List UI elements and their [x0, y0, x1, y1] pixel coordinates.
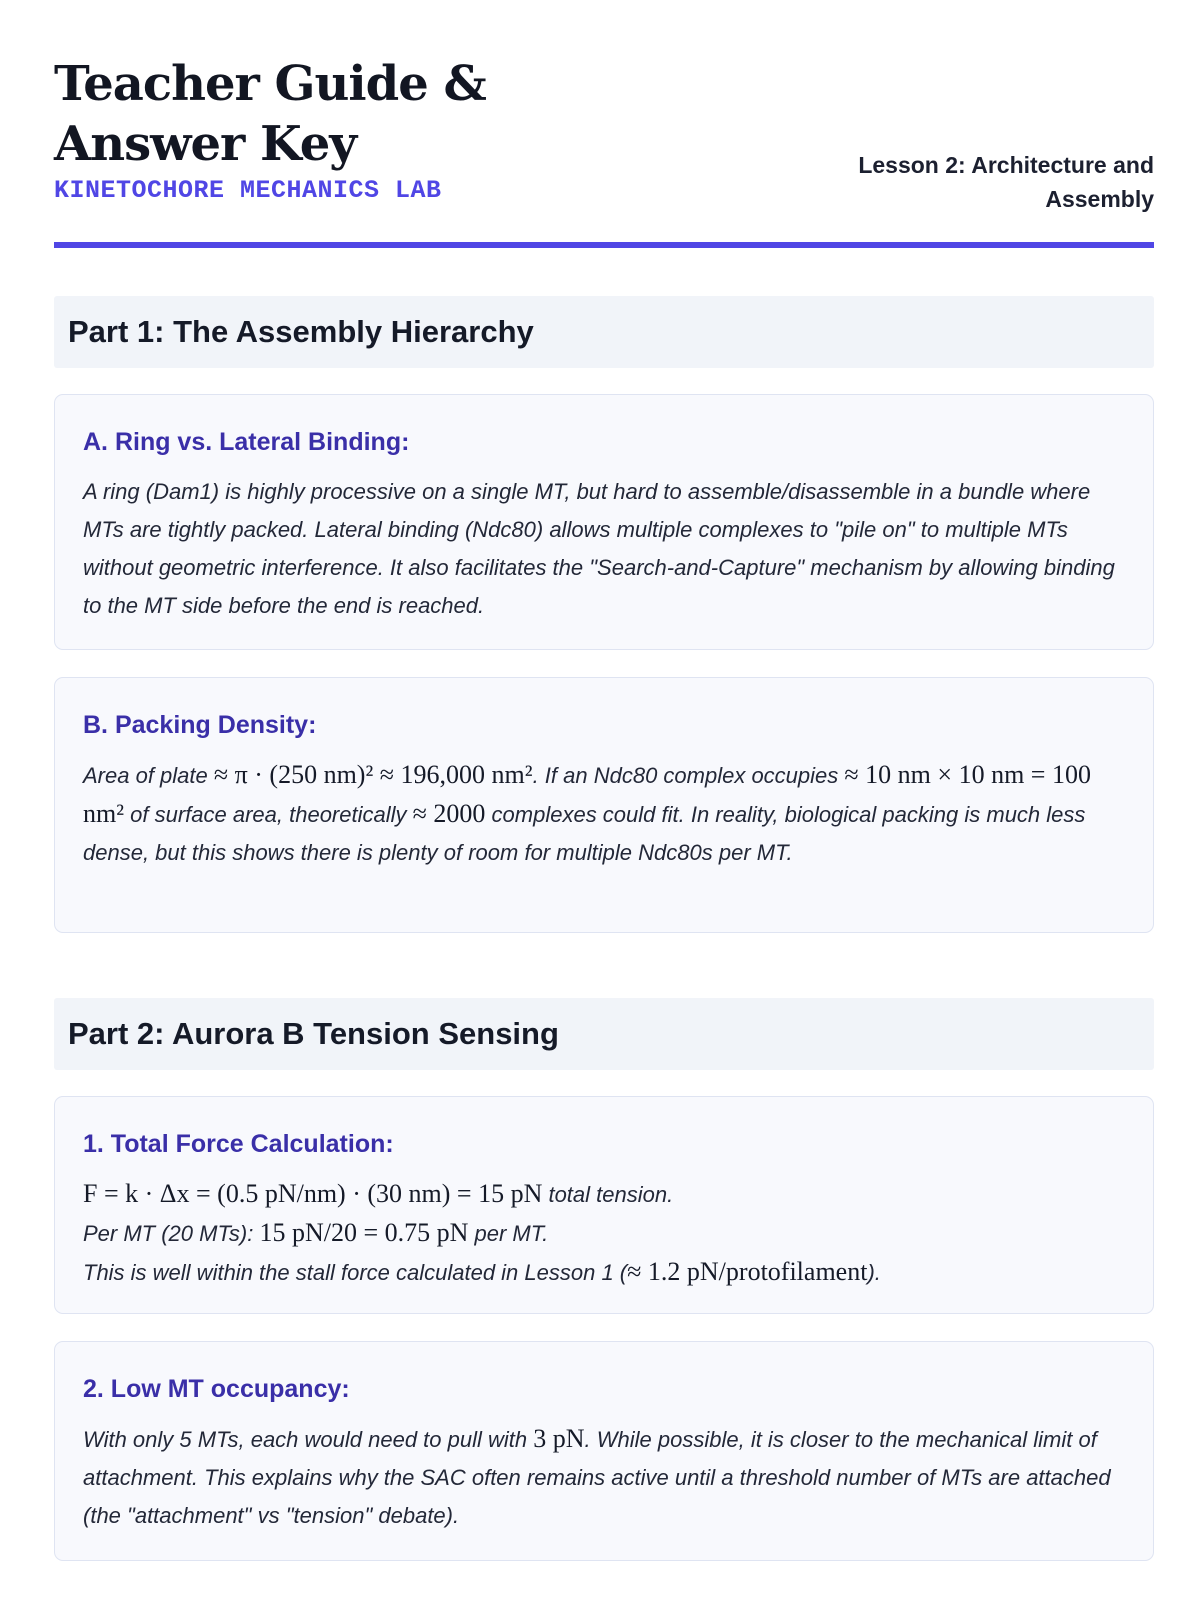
header-divider: [54, 242, 1154, 248]
stall-force-value: ≈ 1.2 pN/protofilament: [627, 1257, 868, 1286]
card-title: 2. Low MT occupancy:: [83, 1375, 350, 1403]
answer-text: This is well within the stall force calculated in Lesson 1 (: [83, 1260, 628, 1285]
answer-text: per MT.: [468, 1221, 549, 1246]
answer-text: . While possible, it is closer to the mechanical limit of attachment. This explains why the SAC often remains active until a threshold number of MTs are attached (the "attachment" vs "tension" debate).: [83, 1427, 1111, 1528]
lesson-label: Lesson 2: Architecture and Assembly: [858, 152, 1154, 212]
stall-force-line: [83, 1253, 1125, 1292]
answer-text: Area of plate: [83, 763, 208, 788]
answer-text: of surface area, theoretically: [124, 802, 407, 827]
part-2-heading: Part 2: Aurora B Tension Sensing: [54, 998, 1154, 1070]
force-formula: F = k · Δx = (0.5 pN/nm) · (30 nm) = 15 pN: [83, 1179, 543, 1208]
page-header: [54, 54, 1154, 248]
answer-card-ring-vs-lateral: [54, 394, 1154, 650]
card-title: B. Packing Density:: [83, 711, 317, 739]
answer-card-low-occupancy: [54, 1341, 1154, 1561]
per-mt-line: [83, 1214, 1125, 1253]
complex-count-value: ≈ 2000: [412, 799, 486, 828]
footprint-formula: ≈ 10 nm × 10 nm = 100 nm²: [83, 760, 1091, 828]
card-answer-text: [83, 1420, 1125, 1535]
document-title: Teacher Guide & Answer Key: [54, 56, 486, 172]
part-1-heading: Part 1: The Assembly Hierarchy: [54, 296, 1154, 368]
per-mt-formula: 15 pN/20 = 0.75 pN: [259, 1218, 469, 1247]
answer-card-total-force: [54, 1096, 1154, 1314]
force-line: [83, 1175, 1125, 1214]
answer-text: total tension.: [542, 1182, 674, 1207]
answer-text: With only 5 MTs, each would need to pull with: [83, 1427, 528, 1452]
answer-text: Per MT (20 MTs):: [83, 1221, 254, 1246]
answer-text: . If an Ndc80 complex occupies: [532, 763, 839, 788]
answer-text: complexes could fit. In reality, biological packing is much less dense, but this shows there is plenty of room for multiple Ndc80s per MT.: [83, 802, 1086, 865]
card-answer-text: [83, 756, 1125, 872]
answer-card-packing-density: [54, 677, 1154, 933]
card-answer-text: A ring (Dam1) is highly processive on a single MT, but hard to assemble/disassemble in a bundle where MTs are tightly packed. Lateral binding (Ndc80) allows multiple complexes to "pile on" to multiple MTs without geometric interference. It also facilitates the "Search-and-Capture" mechanism by allowing binding to the MT side before the end is reached.: [83, 479, 1115, 618]
area-formula: ≈ π · (250 nm)² ≈ 196,000 nm²: [213, 760, 533, 789]
card-title: 1. Total Force Calculation:: [83, 1130, 394, 1158]
lab-subtitle: KINETOCHORE MECHANICS LAB: [54, 176, 442, 205]
force-per-mt-value: 3 pN: [533, 1424, 585, 1453]
card-title: A. Ring vs. Lateral Binding:: [83, 428, 410, 456]
card-answer-text: [83, 1175, 1125, 1292]
answer-text: ).: [867, 1260, 881, 1285]
